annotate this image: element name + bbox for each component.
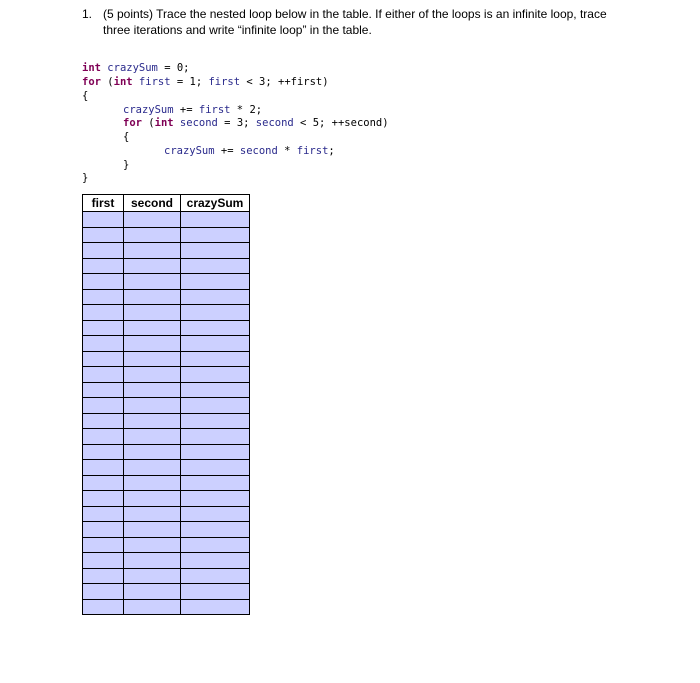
code-line: for (int second = 3; second < 5; ++second)	[123, 117, 389, 129]
cell-second[interactable]	[124, 367, 181, 383]
cell-crazysum[interactable]	[181, 274, 250, 290]
table-row	[83, 460, 250, 476]
cell-first[interactable]	[83, 243, 124, 259]
cell-crazysum[interactable]	[181, 584, 250, 600]
cell-second[interactable]	[124, 274, 181, 290]
cell-crazysum[interactable]	[181, 475, 250, 491]
cell-first[interactable]	[83, 336, 124, 352]
cell-second[interactable]	[124, 460, 181, 476]
table-row	[83, 289, 250, 305]
cell-second[interactable]	[124, 429, 181, 445]
cell-second[interactable]	[124, 320, 181, 336]
cell-crazysum[interactable]	[181, 429, 250, 445]
code-line: }	[82, 172, 89, 184]
cell-second[interactable]	[124, 258, 181, 274]
table-row	[83, 398, 250, 414]
cell-first[interactable]	[83, 491, 124, 507]
cell-first[interactable]	[83, 258, 124, 274]
cell-crazysum[interactable]	[181, 398, 250, 414]
cell-crazysum[interactable]	[181, 413, 250, 429]
cell-second[interactable]	[124, 336, 181, 352]
cell-crazysum[interactable]	[181, 305, 250, 321]
cell-second[interactable]	[124, 537, 181, 553]
table-row	[83, 522, 250, 538]
cell-second[interactable]	[124, 553, 181, 569]
cell-second[interactable]	[124, 599, 181, 615]
cell-crazysum[interactable]	[181, 460, 250, 476]
header-first: first	[83, 195, 124, 212]
cell-crazysum[interactable]	[181, 568, 250, 584]
table-row	[83, 305, 250, 321]
cell-first[interactable]	[83, 522, 124, 538]
cell-first[interactable]	[83, 351, 124, 367]
table-row	[83, 599, 250, 615]
cell-first[interactable]	[83, 227, 124, 243]
table-row	[83, 429, 250, 445]
table-row	[83, 537, 250, 553]
table-row	[83, 553, 250, 569]
cell-crazysum[interactable]	[181, 289, 250, 305]
table-header-row	[83, 195, 250, 212]
trace-table	[82, 194, 250, 615]
cell-second[interactable]	[124, 413, 181, 429]
cell-first[interactable]	[83, 584, 124, 600]
table-row	[83, 506, 250, 522]
header-second: second	[124, 195, 181, 212]
cell-first[interactable]	[83, 289, 124, 305]
table-row	[83, 413, 250, 429]
code-line: int crazySum = 0;	[82, 62, 190, 74]
cell-second[interactable]	[124, 212, 181, 228]
cell-first[interactable]	[83, 460, 124, 476]
question-text: (5 points) Trace the nested loop below in the table. If either of the loops is an infinite loop, trace three iterations and write “infinite loop” in the table.	[103, 7, 607, 37]
table-row	[83, 320, 250, 336]
cell-crazysum[interactable]	[181, 351, 250, 367]
table-row	[83, 367, 250, 383]
code-line: crazySum += second * first;	[164, 145, 335, 157]
table-row	[83, 227, 250, 243]
table-row	[83, 351, 250, 367]
cell-crazysum[interactable]	[181, 522, 250, 538]
cell-first[interactable]	[83, 305, 124, 321]
cell-first[interactable]	[83, 320, 124, 336]
cell-crazysum[interactable]	[181, 553, 250, 569]
cell-crazysum[interactable]	[181, 212, 250, 228]
cell-second[interactable]	[124, 305, 181, 321]
cell-first[interactable]	[83, 382, 124, 398]
table-row	[83, 258, 250, 274]
cell-second[interactable]	[124, 227, 181, 243]
code-line: {	[123, 131, 130, 143]
table-row	[83, 584, 250, 600]
cell-second[interactable]	[124, 382, 181, 398]
table-row	[83, 475, 250, 491]
cell-first[interactable]	[83, 444, 124, 460]
cell-first[interactable]	[83, 568, 124, 584]
cell-first[interactable]	[83, 367, 124, 383]
cell-crazysum[interactable]	[181, 336, 250, 352]
table-row	[83, 243, 250, 259]
cell-crazysum[interactable]	[181, 537, 250, 553]
cell-second[interactable]	[124, 351, 181, 367]
cell-crazysum[interactable]	[181, 367, 250, 383]
table-row	[83, 568, 250, 584]
cell-crazysum[interactable]	[181, 506, 250, 522]
table-row	[83, 382, 250, 398]
cell-crazysum[interactable]	[181, 599, 250, 615]
cell-second[interactable]	[124, 243, 181, 259]
cell-second[interactable]	[124, 398, 181, 414]
cell-first[interactable]	[83, 274, 124, 290]
cell-crazysum[interactable]	[181, 258, 250, 274]
code-block	[82, 62, 389, 199]
cell-first[interactable]	[83, 553, 124, 569]
cell-crazysum[interactable]	[181, 382, 250, 398]
cell-crazysum[interactable]	[181, 320, 250, 336]
cell-first[interactable]	[83, 599, 124, 615]
cell-first[interactable]	[83, 506, 124, 522]
cell-second[interactable]	[124, 444, 181, 460]
cell-crazysum[interactable]	[181, 444, 250, 460]
cell-first[interactable]	[83, 212, 124, 228]
cell-first[interactable]	[83, 429, 124, 445]
trace-table-body	[83, 212, 250, 615]
cell-first[interactable]	[83, 475, 124, 491]
question-number: 1.	[82, 7, 93, 21]
cell-first[interactable]	[83, 413, 124, 429]
cell-second[interactable]	[124, 568, 181, 584]
table-row	[83, 444, 250, 460]
cell-second[interactable]	[124, 475, 181, 491]
code-line: for (int first = 1; first < 3; ++first)	[82, 76, 329, 88]
code-line: {	[82, 90, 89, 102]
cell-second[interactable]	[124, 584, 181, 600]
cell-first[interactable]	[83, 537, 124, 553]
table-row	[83, 274, 250, 290]
cell-crazysum[interactable]	[181, 227, 250, 243]
cell-crazysum[interactable]	[181, 491, 250, 507]
cell-second[interactable]	[124, 491, 181, 507]
cell-first[interactable]	[83, 398, 124, 414]
table-row	[83, 491, 250, 507]
cell-second[interactable]	[124, 506, 181, 522]
header-crazysum: crazySum	[181, 195, 250, 212]
code-line: }	[123, 159, 130, 171]
code-line: crazySum += first * 2;	[123, 104, 263, 116]
cell-second[interactable]	[124, 289, 181, 305]
cell-crazysum[interactable]	[181, 243, 250, 259]
table-row	[83, 336, 250, 352]
table-row	[83, 212, 250, 228]
cell-second[interactable]	[124, 522, 181, 538]
